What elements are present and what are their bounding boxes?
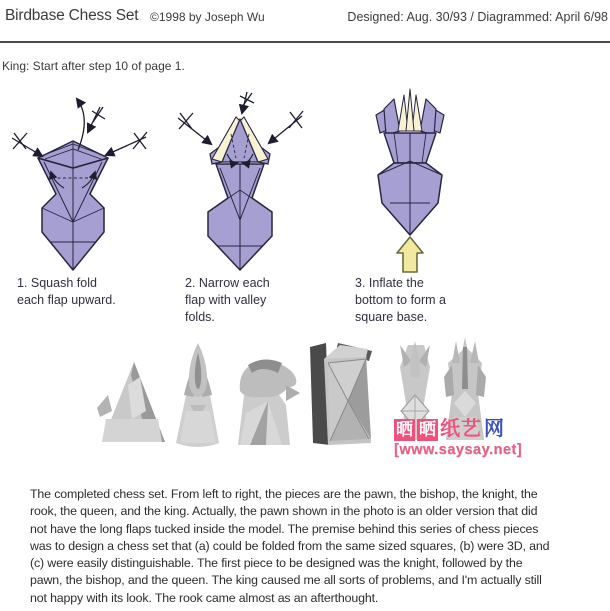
step1-diagram bbox=[0, 88, 170, 278]
copyright-text: ©1998 by Joseph Wu bbox=[150, 10, 265, 24]
x-arrow-left bbox=[178, 113, 211, 144]
step3-diagram bbox=[340, 85, 515, 280]
x-arrow-left bbox=[12, 133, 42, 156]
watermark bbox=[394, 418, 528, 458]
description-line: rook, the queen, and the king. Actually, the pawn shown in the photo is an older version that did bbox=[30, 504, 538, 519]
x-arrow-top bbox=[240, 92, 254, 113]
step2-diagram bbox=[170, 88, 340, 278]
step1-caption: 1. Squash fold each flap upward. bbox=[17, 276, 116, 307]
description-line: not happy with its look. The rook came almost as an afterthought. bbox=[30, 590, 379, 605]
photo-piece-bishop bbox=[176, 343, 219, 447]
x-arrow-right bbox=[269, 111, 303, 143]
design-dates: Designed: Aug. 30/93 / Diagrammed: April 6/98 bbox=[347, 10, 608, 24]
x-arrow-right bbox=[106, 132, 147, 155]
photo-piece-rook bbox=[310, 343, 372, 445]
step3-caption: 3. Inflate the bottom to form a square base. bbox=[355, 276, 447, 324]
inflate-arrow bbox=[397, 237, 423, 272]
description-paragraph bbox=[30, 486, 602, 607]
watermark-text-pink: 纸艺 bbox=[440, 418, 482, 440]
description-line: The completed chess set. From left to right, the pieces are the pawn, the bishop, the knight, the bbox=[30, 487, 538, 501]
description-line: (c) were easily distinguishable. The first piece to be designed was the knight, followed by the bbox=[30, 556, 523, 571]
watermark-url: [www.saysay.net] bbox=[394, 442, 523, 458]
upward-arrow bbox=[77, 99, 84, 150]
description-line: pawn, the bishop, and the queen. The king caused me all sorts of problems, and I'm actually still bbox=[30, 573, 542, 588]
header-divider bbox=[0, 41, 610, 43]
watermark-logo bbox=[394, 418, 528, 441]
step2-caption: 2. Narrow each flap with valley folds. bbox=[185, 276, 270, 324]
page-title: Birdbase Chess Set bbox=[5, 7, 139, 24]
crown-cream-spikes bbox=[398, 89, 422, 131]
watermark-char-box: 晒 bbox=[419, 419, 436, 439]
watermark-char-box: 晒 bbox=[396, 419, 413, 439]
watermark-text-blue: 网 bbox=[484, 418, 504, 440]
photo-piece-pawn bbox=[97, 362, 165, 442]
photo-piece-knight bbox=[238, 359, 300, 445]
section-instruction: King: Start after step 10 of page 1. bbox=[2, 59, 185, 73]
x-arrow-top bbox=[88, 107, 105, 132]
description-line: not have the long flaps tucked inside the model. The premise behind this series of chess pieces bbox=[30, 521, 539, 536]
description-line: was to design a chess set that (a) could be folded from the same sized squares, (b) were 3D, and bbox=[30, 538, 550, 553]
